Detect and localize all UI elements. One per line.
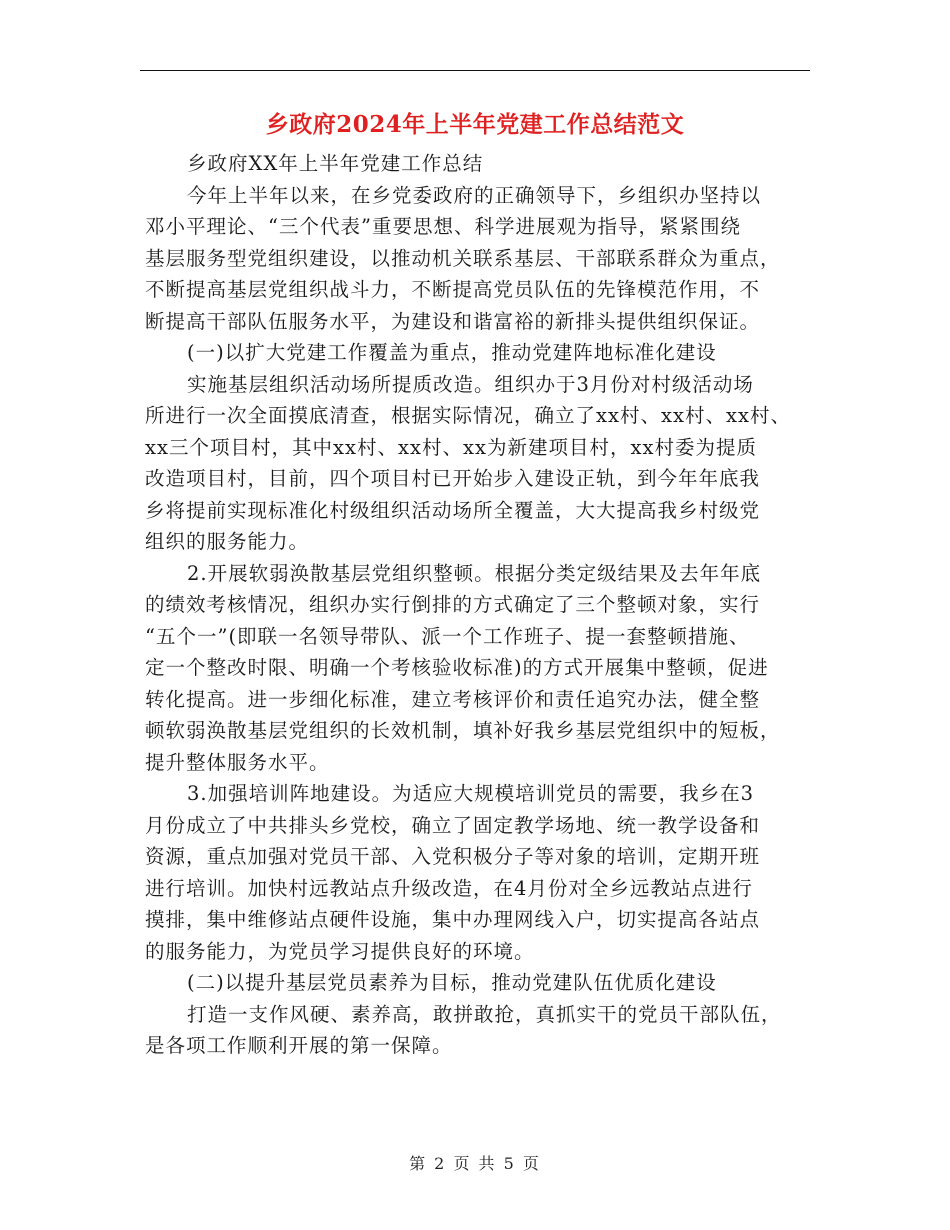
- body-line: 提升整体服务水平。: [145, 750, 330, 774]
- body-line: 改造项目村，目前，四个项目村已开始步入建设正轨，到今年年底我: [145, 467, 761, 490]
- body-line: 转化提高。进一步细化标准，建立考核评价和责任追究办法，健全整: [145, 687, 761, 711]
- body-line: 3.加强培训阵地建设。为适应大规模培训党员的需要，我乡在3: [187, 782, 755, 805]
- body-line: 的服务能力，为党员学习提供良好的环境。: [145, 939, 535, 963]
- body-line: xx三个项目村，其中xx村、xx村、xx为新建项目村，xx村委为提质: [145, 435, 757, 459]
- header-rule: [140, 70, 810, 71]
- body-line: 今年上半年以来，在乡党委政府的正确领导下，乡组织办坚持以: [187, 183, 762, 207]
- body-line: 是各项工作顺利开展的第一保障。: [145, 1034, 453, 1057]
- body-line: 定一个整改时限、明确一个考核验收标准)的方式开展集中整顿，促进: [145, 656, 769, 679]
- body-line: 基层服务型党组织建设，以推动机关联系基层、干部联系群众为重点，: [145, 246, 781, 270]
- body-line: (一)以扩大党建工作覆盖为重点，推动党建阵地标准化建设: [187, 341, 717, 364]
- body-line: 断提高干部队伍服务水平，为建设和谐富裕的新排头提供组织保证。: [145, 309, 761, 333]
- body-line: 资源，重点加强对党员干部、入党积极分子等对象的培训，定期开班: [145, 845, 761, 868]
- body-line: 摸排，集中维修站点硬件设施，集中办理网线入户，切实提高各站点: [145, 908, 761, 931]
- document-title: 乡政府2024年上半年党建工作总结范文: [265, 111, 685, 138]
- body-line: 打造一支作风硬、素养高，敢拼敢抢，真抓实干的党员干部队伍，: [187, 1002, 782, 1026]
- body-line: 邓小平理论、“三个代表”重要思想、科学进展观为指导，紧紧围绕: [145, 215, 741, 238]
- body-line: 乡政府XX年上半年党建工作总结: [187, 152, 484, 175]
- body-line: 乡将提前实现标准化村级组织活动场所全覆盖，大大提高我乡村级党: [145, 498, 761, 522]
- body-line: 实施基层组织活动场所提质改造。组织办于3月份对村级活动场: [187, 372, 754, 396]
- body-line: 2.开展软弱涣散基层党组织整顿。根据分类定级结果及去年年底: [187, 561, 762, 585]
- body-line: 组织的服务能力。: [145, 530, 310, 553]
- body-line: 顿软弱涣散基层党组织的长效机制，填补好我乡基层党组织中的短板，: [145, 719, 781, 742]
- body-line: 所进行一次全面摸底清查，根据实际情况，确立了xx村、xx村、xx村、: [145, 404, 791, 427]
- body-line: 的绩效考核情况，组织办实行倒排的方式确定了三个整顿对象，实行: [145, 593, 761, 616]
- body-line: (二)以提升基层党员素养为目标，推动党建队伍优质化建设: [187, 971, 717, 994]
- body-line: “五个一”(即联一名领导带队、派一个工作班子、提一套整顿措施、: [145, 624, 750, 648]
- page-footer: 第 2 页 共 5 页: [409, 1154, 541, 1173]
- document-body: [145, 148, 825, 1062]
- body-line: 进行培训。加快村远教站点升级改造，在4月份对全乡远教站点进行: [145, 876, 753, 900]
- body-line: 不断提高基层党组织战斗力，不断提高党员队伍的先锋模范作用，不: [145, 278, 761, 301]
- body-line: 月份成立了中共排头乡党校，确立了固定教学场地、统一教学设备和: [145, 813, 761, 837]
